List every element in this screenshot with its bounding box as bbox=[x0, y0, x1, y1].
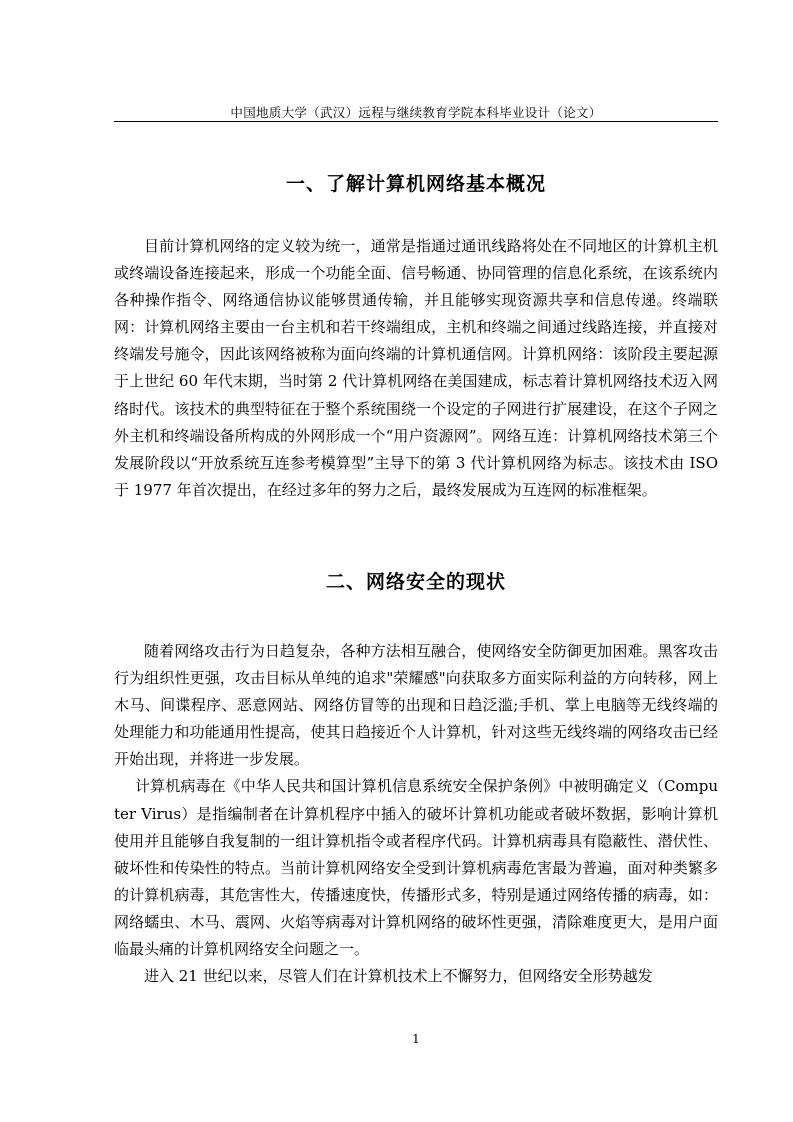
section-2-paragraph-2: 计算机病毒在《中华人民共和国计算机信息系统安全保护条例》中被明确定义（Computer Virus）是指编制者在计算机程序中插入的破坏计算机功能或者破坏数据，影响计算机使用并且能够自我复制的一组计算机指令或者程序代码。计算机病毒具有隐蔽性、潜伏性、破坏性和传染性的特点。当前计算机网络安全受到计算机病毒危害最为普遍，面对种类繁多的计算机病毒，其危害性大，传播速度快，传播形式多，特别是通过网络传播的病毒，如：网络蠕虫、木马、震网、火焰等病毒对计算机网络的破坏性更强，清除难度更大，是用户面临最头痛的计算机网络安全问题之一。 bbox=[114, 777, 718, 959]
section-1-heading: 一、了解计算机网络基本概况 bbox=[285, 173, 546, 195]
section-2-paragraph-1: 随着网络攻击行为日趋复杂，各种方法相互融合，使网络安全防御更加困难。黑客攻击行为组织性更强，攻击目标从单纯的追求"荣耀感"向获取多方面实际利益的方向转移，网上木马、间谍程序、恶意网站、网络仿冒等的出现和日趋泛滥;手机、掌上电脑等无线终端的处理能力和功能通用性提高，使其日趋接近个人计算机，针对这些无线终端的网络攻击已经开始出现，并将进一步发展。 bbox=[114, 642, 718, 769]
section-2-body bbox=[114, 638, 718, 990]
header-divider bbox=[114, 121, 718, 122]
section-1-body bbox=[114, 233, 718, 504]
section-2-paragraph-3: 进入 21 世纪以来，尽管人们在计算机技术上不懈努力，但网络安全形势越发 bbox=[144, 967, 653, 986]
page-header: 中国地质大学（武汉）远程与继续教育学院本科毕业设计（论文） bbox=[230, 105, 602, 120]
section-1-paragraph-1: 目前计算机网络的定义较为统一，通常是指通过通讯线路将处在不同地区的计算机主机或终端设备连接起来，形成一个功能全面、信号畅通、协同管理的信息化系统，在该系统内各种操作指令、网络通信协议能够贯通传输，并且能够实现资源共享和信息传递。终端联网：计算机网络主要由一台主机和若干终端组成，主机和终端之间通过线路连接，并直接对终端发号施令，因此该网络被称为面向终端的计算机通信网。计算机网络：该阶段主要起源于上世纪 60 年代末期，当时第 2 代计算机网络在美国建成，标志着计算机网络技术迈入网络时代。该技术的典型特征在于整个系统围绕一个设定的子网进行扩展建设，在这个子网之外主机和终端设备所构成的外网形成一个“用户资源网”。网络互连：计算机网络技术第三个发展阶段以“开放系统互连参考模算型”主导下的第 3 代计算机网络为标志。该技术由 ISO 于 1977 年首次提出，在经过多年的努力之后，最终发展成为互连网的标准框架。 bbox=[114, 237, 718, 499]
page-number: 1 bbox=[412, 1032, 420, 1046]
section-2-heading: 二、网络安全的现状 bbox=[325, 571, 506, 593]
